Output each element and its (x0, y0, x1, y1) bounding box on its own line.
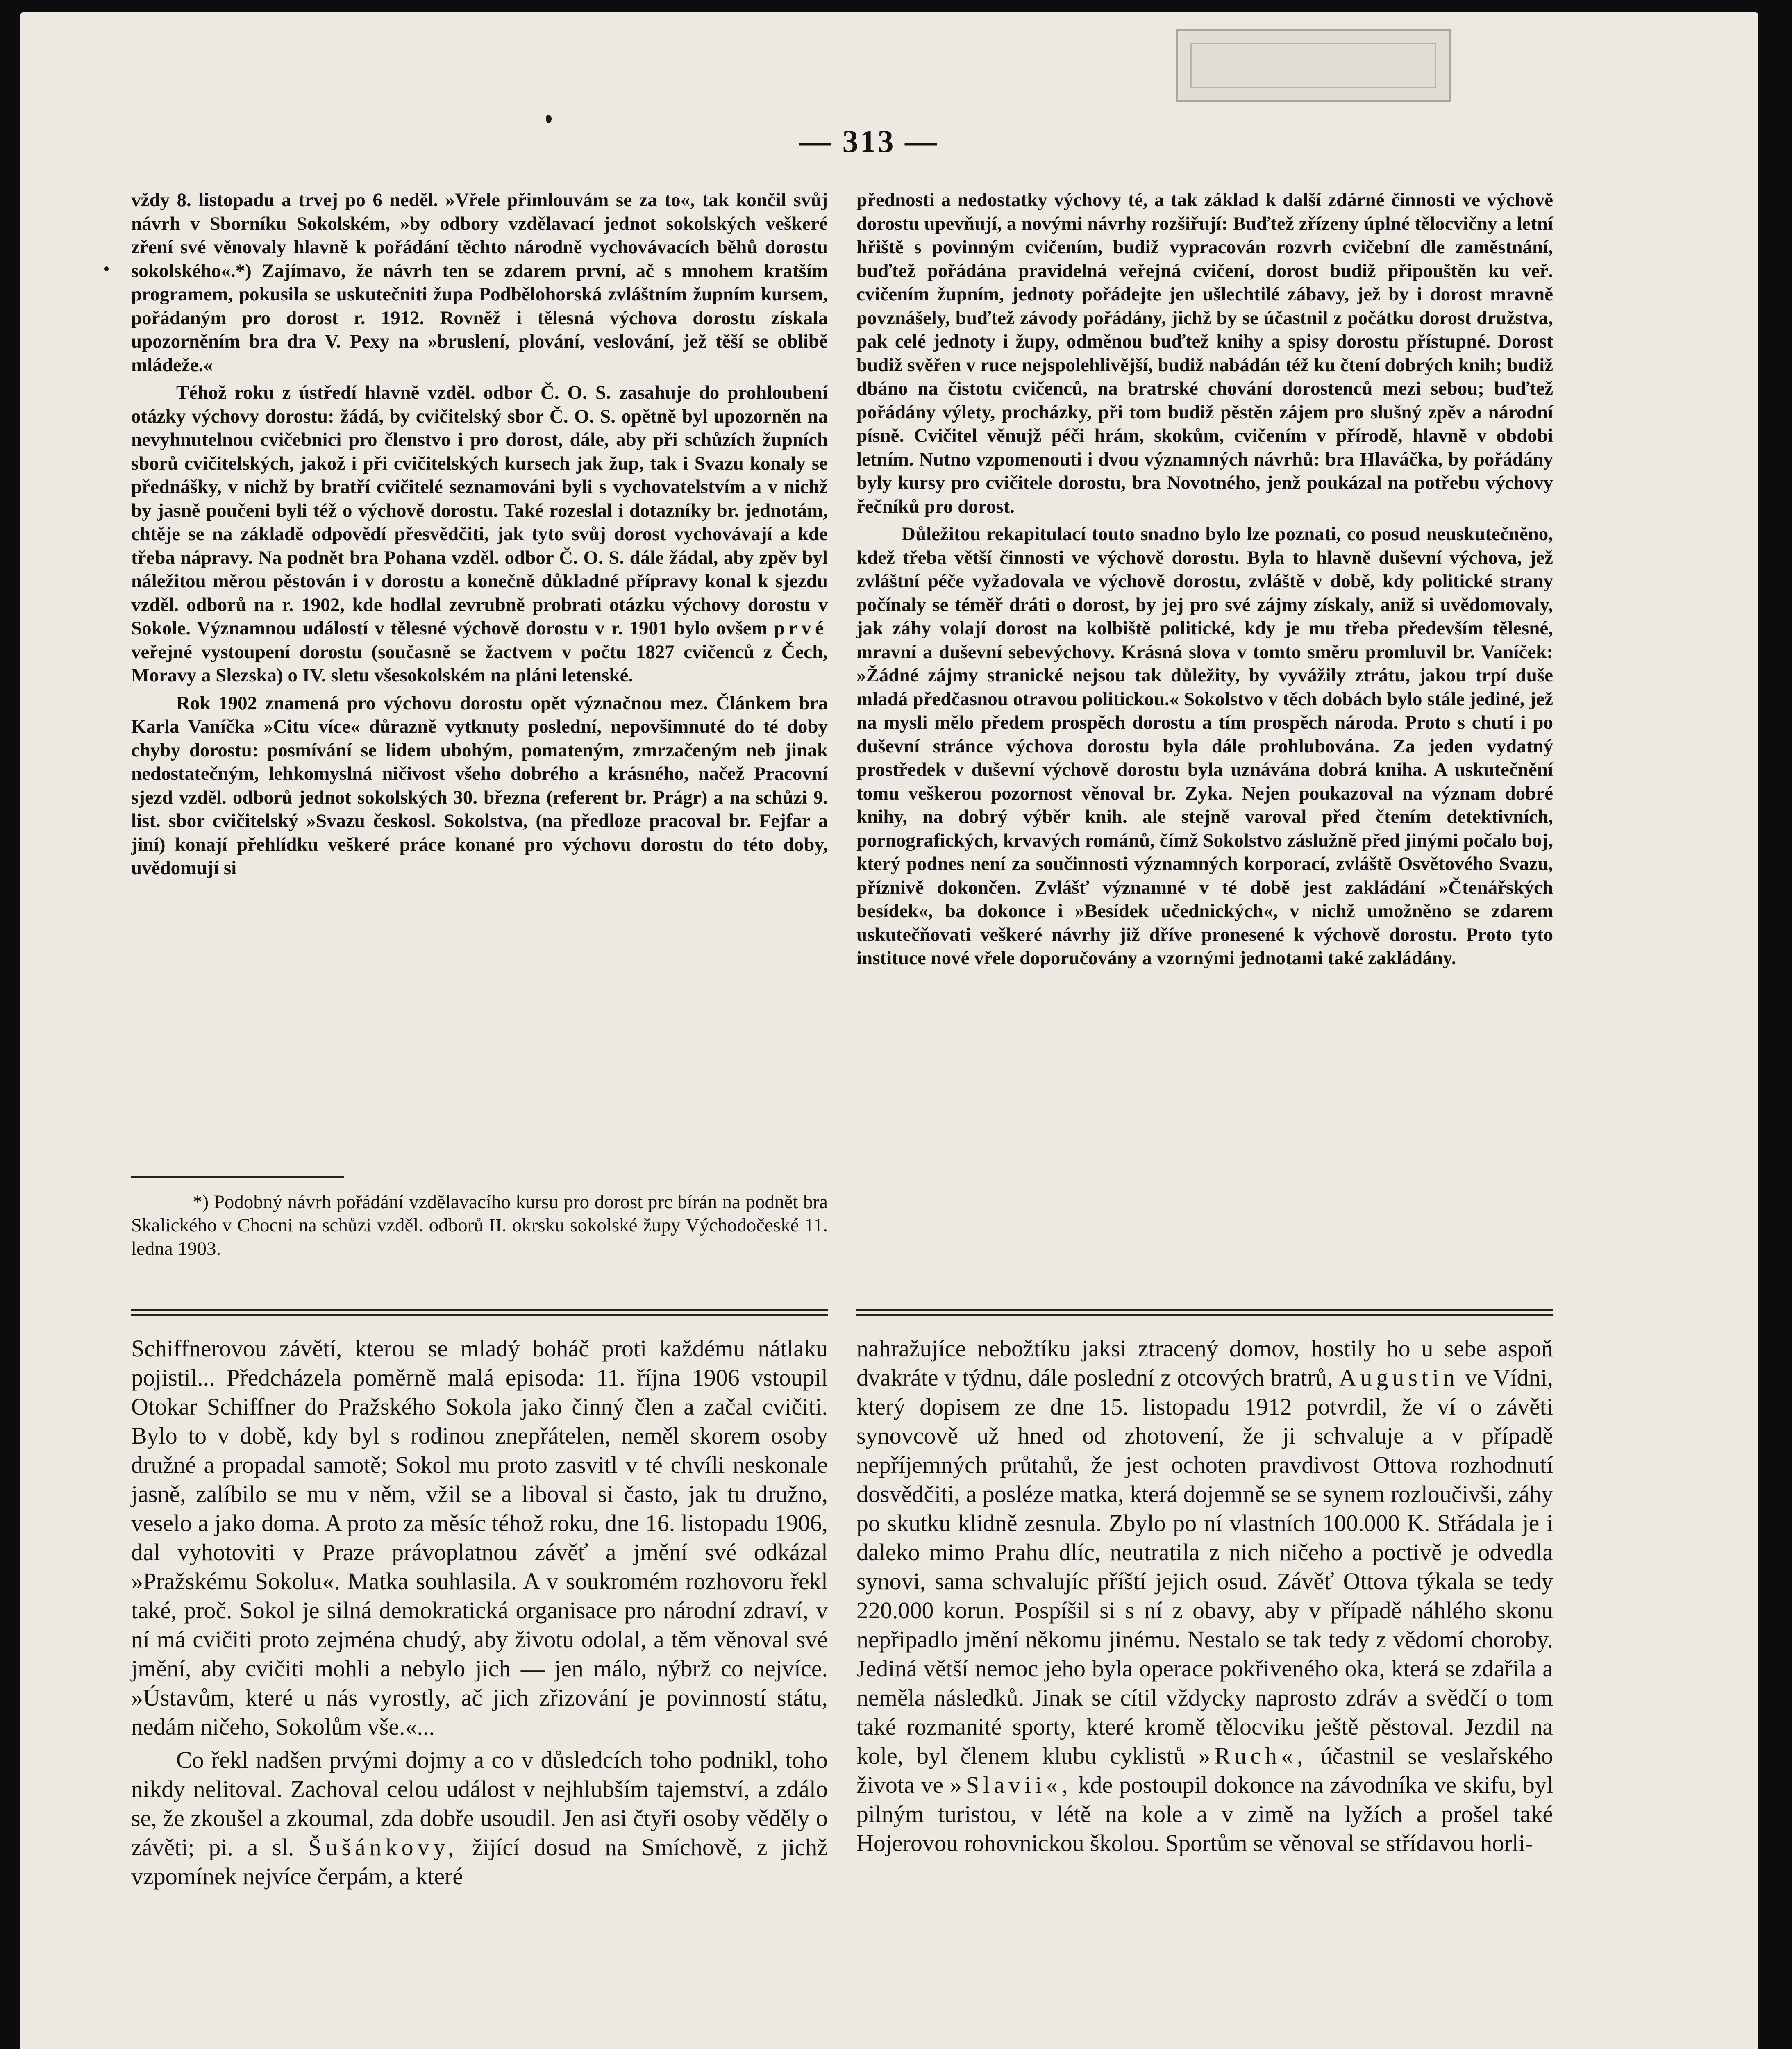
footnote-text: *) Podobný návrh pořádání vzdělavacího kursu pro dorost prc bírán na podnět bra Skalického v Chocni na schůzi vzděl. odborů II. okrsku sokolské župy Východočeské 11. ledna 1903. (131, 1191, 828, 1259)
page-number: — 313 — (799, 123, 938, 159)
paragraph-text: kde postoupil dokonce na závodníka ve skifu, byl pilným turistou, v létě na kole a v zimě na lyžích a prošel také Hojerovou rohovnickou školou. Sportům se věnoval se střídavou horli- (856, 1772, 1554, 1856)
library-stamp (1176, 29, 1451, 102)
bottom-left-column (131, 1334, 828, 1895)
paragraph-text: Téhož roku z ústředí hlavně vzděl. odbor Č. O. S. zasahuje do prohloubení otázky výchovy dorostu: žádá, by cvičitelský sbor Č. O. S. opětně byl upozorněn na nevyhnutelnou cvičebnici pro členstvo i pro dorost, dále, aby při schůzích župních sborů cvičitelských, jakož i při cvičitelských kursech jak žup, tak i Svazu konaly se přednášky, v nichž by bratří cvičitelé seznamováni byli s vychovatelstvím a v nichž by jasně poučeni byli též o výchově dorostu. Také rozeslal i dotazníky br. jednotám, chtěje se na základě odpovědí přesvědčiti, jak tyto svůj dorost vychovávají a kde třeba nápravy. Na podnět bra Pohana vzděl. odbor Č. O. S. dále žádal, aby zpěv byl náležitou měrou pěstován i v dorostu a konečně důkladné přípravy konal k sjezdu vzděl. odborů na r. 1902, kde hodlal zevrubně probrati otázku výchovy dorostu v Sokole. Významnou událostí v tělesné výchově dorostu v r. 1901 bylo ovšem (131, 382, 828, 639)
paragraph (131, 1745, 828, 1891)
section-divider-left (131, 1309, 828, 1316)
spaced-emphasis: prvé (774, 618, 828, 639)
ink-speck (546, 115, 552, 123)
paragraph-text: účastnil se veslařského života ve (856, 1742, 1554, 1798)
footnote-rule (131, 1176, 344, 1178)
bottom-right-column (856, 1334, 1553, 1862)
paragraph-text: Co řekl nadšen prvými dojmy a co v důsledcích toho podnikl, toho nikdy nelitoval. Zachoval celou událost v nejhlubším tajemství, a zdálo se, že zkoušel a zkoumal, zda dobře usoudil. Jen asi čtyři osoby věděly o závěti; pi. a sl. (131, 1747, 828, 1860)
paragraph: Důležitou rekapitulací touto snadno bylo lze poznati, co posud neuskutečněno, kdež třeba větší činnosti ve výchově dorostu. Byla to hlavně duševní výchova, jež zvláštní péče vyžadovala ve výchově dorostu, zvláště v době, kdy politické strany počínaly se téměř dráti o dorost, by jej pro své zájmy získaly, aniž si uvědomovaly, jak záhy volají dorost na kolbiště politické, kdy je mu třeba především tělesné, mravní a duševní sebevýchovy. Krásná slova v tomto směru promluvil br. Vaníček: »Žádné zájmy stranické nejsou tak důležity, by vyvážily ztrátu, jakou trpí duše mladá předčasnou otravou politickou.« Sokolstvo v těch dobách bylo stále jediné, jež na mysli mělo předem prospěch dorostu a tím prospěch národa. Proto s chutí i po duševní stránce výchova dorostu byla dále prohlubována. Za jeden vydatný prostředek v duševní výchově dorostu byla uznávána dobrá kniha. A uskutečnění tomu veškerou pozornost věnoval br. Zyka. Nejen poukazoval na význam dobré knihy, na dobrý výběr knih. ale stejně varoval před čtením detektivních, pornografických, krvavých románů, čímž Sokolstvo záslužně před jinými počalo boj, který podnes není za součinnosti významných korporací, zvláště Osvětového Svazu, příznivě dokončen. Zvlášť významné v té době jest zakládání »Čtenářských besídek«, ba dokonce i »Besídek učednických«, v nichž umožněno se zdarem uskutečňovati veškeré návrhy již dříve pronesené k výchově dorostu. Proto tyto instituce nové vřele doporučovány a vzornými jednotami také zakládány. (856, 523, 1553, 969)
paragraph: Rok 1902 znamená pro výchovu dorostu opět význačnou mez. Článkem bra Karla Vaníčka »Citu více« důrazně vytknuty poslední, nepovšimnuté do té doby chyby dorostu: posmívání se lidem ubohým, pomateným, zmrzačeným neb jinak nedostatečným, lehkomyslná ničivost všeho dobrého a krásného, načež Pracovní sjezd vzděl. odborů jednot sokolských 30. března (referent br. Prágr) a na schůzi 9. list. sbor cvičitelský »Svazu českosl. Sokolstva, (na předloze pracoval br. Fejfar a jiní) konají přehlídku veškeré práce konané pro výchovu dorostu do této doby, uvědomují si (131, 692, 828, 879)
paragraph-text: žijící dosud na Smíchově, z jichž vzpomínek nejvíce čerpám, a které (131, 1834, 828, 1890)
section-divider-right (856, 1309, 1553, 1316)
paragraph-text: nahražujíce nebožtíku jaksi ztracený domov, hostily ho u sebe aspoň dvakráte v týdnu, dále poslední z otcových bratrů, (856, 1335, 1553, 1391)
paragraph: Schiffnerovou závětí, kterou se mladý boháč proti každému nátlaku pojistil... Předcházela poměrně malá episoda: 11. října 1906 vstoupil Otokar Schiffner do Pražského Sokola jako činný člen a začal cvičiti. Bylo to v době, kdy byl s rodinou znepřátelen, neměl skorem osoby družné a propadal samotě; Sokol mu proto zasvitl v té chvíli neskonale jasně, zalíbilo se mu v něm, vžil se a liboval si často, jak tu družno, veselo a jako doma. A proto za měsíc téhož roku, dne 16. listopadu 1906, dal vyhotoviti v Praze právoplatnou závěť a jmění své odkázal »Pražskému Sokolu«. Matka souhlasila. A v soukromém rozhovoru řekl také, proč. Sokol je silná demokratická organisace pro národní zdraví, v ní má cvičiti proto zejména chudý, aby životu odolal, a těm věnoval své jmění, aby cvičiti mohli a nebylo jich — jen málo, nýbrž co nejvíce. »Ústavům, které u nás vyrostly, ač jich zřizování je povinností státu, nedám ničeho, Sokolům vše.«... (131, 1335, 828, 1740)
paragraph-text: veřejné vystoupení dorostu (současně se žactvem v počtu 1827 cvičenců z Čech, Moravy a Slezska) o IV. sletu všesokolském na pláni letenské. (131, 641, 828, 686)
top-right-column (856, 189, 1553, 975)
spaced-emphasis: »Slavii«, (949, 1772, 1072, 1798)
spaced-emphasis: Šušánkovy, (308, 1834, 458, 1860)
paragraph (856, 1334, 1553, 1858)
spaced-emphasis: »Ruch«, (1198, 1742, 1307, 1769)
spaced-emphasis: Augustin (1339, 1364, 1459, 1391)
top-left-column (131, 189, 828, 884)
paragraph: přednosti a nedostatky výchovy té, a tak základ k další zdárné činnosti ve výchově dorostu upevňují, a novými návrhy rozšiřují: Buďtež zřízeny úplné tělocvičny a letní hřiště s povinným cvičením, budiž vypracován rozvrh cvičební dle zaměstnání, buďtež pořádána pravidelná veřejná cvičení, dorost budiž připouštěn ku veř. cvičením župním, jednoty pořádejte jen ušlechtilé zábavy, jež by i dorost mravně povznášely, buďtež závody pořádány, jichž by se účastnil z počátku dorost družstva, pak celé jednoty i župy, odměnou buďtež knihy a spisy dorostu přístupné. Dorost budiž svěřen v ruce nejspolehlivější, budiž nabádán též ku čtení dobrých knih; budiž dbáno na čistotu cvičenců, na bratrské chování dorostenců mezi sebou; buďtež pořádány výlety, procházky, při tom budiž pěstěn zájem pro slušný zpěv a národní písně. Cvičitel věnujž péči hrám, skokům, cvičením v přírodě, hlavně v obdobi letním. Nutno vzpomenouti i dvou významných návrhů: bra Hlaváčka, by pořádány byly kursy pro cvičitele dorostu, bra Novotného, jenž poukázal na potřebu výchovy řečníků pro dorost. (856, 189, 1553, 517)
footnote (131, 1190, 828, 1261)
paragraph (131, 381, 828, 688)
ink-speck (104, 266, 109, 271)
paragraph: vždy 8. listopadu a trvej po 6 neděl. »Vřele přimlouvám se za to«, tak končil svůj návrh v Sborníku Sokolském, »by odbory vzdělavací jednot sokolských veškeré zření své věnovaly hlavně k pořádání těchto národně vychovávacích běhů dorostu sokolského«.*) Zajímavo, že návrh ten se zdarem první, ač s mnohem kratším programem, pokusila se uskutečniti župa Podbělohorská zvláštním župním kursem, pořádaným pro dorost r. 1912. Rovněž i tělesná výchova dorostu získala upozorněním bra dra V. Pexy na »bruslení, plování, veslování, jež těší se oblibě mládeže.« (131, 189, 828, 376)
paragraph-text: ve Vídni, který dopisem ze dne 15. listopadu 1912 potvrdil, že ví o závěti synovcově už hned od zhotovení, že ji schvaluje a v případě nepříjemných průtahů, že jest ochoten pravdivost Ottova rozhodnutí dosvědčiti, a posléze matka, která dojemně se se synem rozloučivši, záhy po skutku klidně zesnula. Zbylo po ní vlastních 100.000 K. Střádala je i daleko mimo Prahu dlíc, neutratila z nich ničeho a poctivě je odvedla synovi, sama schvalujíc příští jejich osud. Závěť Ottova týkala se tedy 220.000 korun. Pospíšil si s ní z obavy, aby v případě náhlého skonu nepřipadlo jmění někomu jinému. Nestalo se tak tedy z vědomí choroby. Jediná větší nemoc jeho byla operace pokřiveného oka, která se zdařila a neměla následků. Jinak se cítil vždycky naprosto zdráv a svědčí o tom také rozmanité sporty, které kromě tělocviku ještě pěstoval. Jezdil na kole, byl členem klubu cyklistů (856, 1364, 1554, 1769)
